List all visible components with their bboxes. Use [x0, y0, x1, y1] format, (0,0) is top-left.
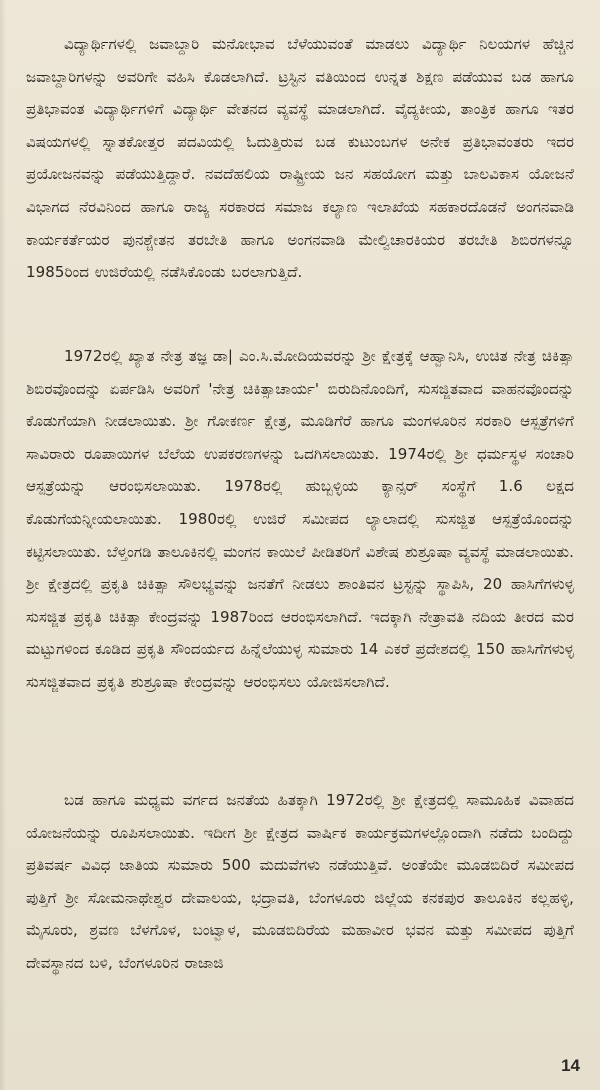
paragraph-students-scholarship: ವಿದ್ಯಾರ್ಥಿಗಳಲ್ಲಿ ಜವಾಬ್ದಾರಿ ಮನೋಭಾವ ಬೆಳೆಯುವಂತೆ ಮಾಡಲು ವಿದ್ಯಾರ್ಥಿ ನಿಲಯಗಳ ಹೆಚ್ಚಿನ ಜವಾಬ್ದಾರಿಗಳನ್ನು ಅವರಿಗೇ ವಹಿಸಿ ಕೊಡಲಾಗಿದೆ. ಟ್ರಸ್ಟಿನ ವತಿಯಿಂದ ಉನ್ನತ ಶಿಕ್ಷಣ ಪಡೆಯುವ ಬಡ ಹಾಗೂ ಪ್ರತಿಭಾವಂತ ವಿದ್ಯಾರ್ಥಿಗಳಿಗೆ ವಿದ್ಯಾರ್ಥಿ ವೇತನದ ವ್ಯವಸ್ಥೆ ಮಾಡಲಾಗಿದೆ. ವೈದ್ಯಕೀಯ, ತಾಂತ್ರಿಕ ಹಾಗೂ ಇತರ ವಿಷಯಗಳಲ್ಲಿ ಸ್ನಾತಕೋತ್ತರ ಪದವಿಯಲ್ಲಿ ಓದುತ್ತಿರುವ ಬಡ ಕುಟುಂಬಗಳ ಅನೇಕ ಪ್ರತಿಭಾವಂತರು ಇದರ ಪ್ರಯೋಜನವನ್ನು ಪಡೆಯುತ್ತಿದ್ದಾರೆ. ನವದೆಹಲಿಯ ರಾಷ್ಟ್ರೀಯ ಜನ ಸಹಯೋಗ ಮತ್ತು ಬಾಲವಿಕಾಸ ಯೋಜನೆ ವಿಭಾಗದ ನೆರವಿನಿಂದ ಹಾಗೂ ರಾಜ್ಯ ಸರಕಾರದ ಸಮಾಜ ಕಲ್ಯಾಣ ಇಲಾಖೆಯ ಸಹಕಾರದೊಡನೆ ಅಂಗನವಾಡಿ ಕಾರ್ಯಕರ್ತೆಯರ ಪುನಶ್ಚೇತನ ತರಬೇತಿ ಹಾಗೂ ಅಂಗನವಾಡಿ ಮೇಲ್ವಿಚಾರಕಿಯರ ತರಬೇತಿ ಶಿಬಿರಗಳನ್ನೂ 1985ರಿಂದ ಉಜಿರೆಯಲ್ಲಿ ನಡೆಸಿಕೊಂಡು ಬರಲಾಗುತ್ತಿದೆ.	[26, 35, 574, 282]
paragraph-mass-marriage: ಬಡ ಹಾಗೂ ಮಧ್ಯಮ ವರ್ಗದ ಜನತೆಯ ಹಿತಕ್ಕಾಗಿ 1972ರಲ್ಲಿ ಶ್ರೀ ಕ್ಷೇತ್ರದಲ್ಲಿ ಸಾಮೂಹಿಕ ವಿವಾಹದ ಯೋಜನೆಯನ್ನು ರೂಪಿಸಲಾಯಿತು. ಇದೀಗ ಶ್ರೀ ಕ್ಷೇತ್ರದ ವಾರ್ಷಿಕ ಕಾರ್ಯಕ್ರಮಗಳಲ್ಲೊಂದಾಗಿ ನಡೆದು ಬಂದಿದ್ದು ಪ್ರತಿವರ್ಷ ವಿವಿಧ ಜಾತಿಯ ಸುಮಾರು 500 ಮದುವೆಗಳು ನಡೆಯುತ್ತಿವೆ. ಅಂತೆಯೇ ಮೂಡಬಿದಿರೆ ಸಮೀಪದ ಪುತ್ತಿಗೆ ಶ್ರೀ ಸೋಮನಾಥೇಶ್ವರ ದೇವಾಲಯ, ಭದ್ರಾವತಿ, ಬೆಂಗಳೂರು ಜಿಲ್ಲೆಯ ಕನಕಪುರ ತಾಲೂಕಿನ ಕಲ್ಲಹಳ್ಳಿ, ಮೈಸೂರು, ಶ್ರವಣ ಬೆಳಗೊಳ, ಬಂಟ್ವಾಳ, ಮೂಡಬಿದಿರೆಯ ಮಹಾವೀರ ಭವನ ಮತ್ತು ಸಮೀಪದ ಪುತ್ತಿಗೆ ದೇವಸ್ಥಾನದ ಬಳಿ, ಬೆಂಗಳೂರಿನ ರಾಜಾಜಿ	[26, 791, 574, 972]
paragraph-health-services: 1972ರಲ್ಲಿ ಖ್ಯಾತ ನೇತ್ರ ತಜ್ಞ ಡಾ| ಎಂ.ಸಿ.ಮೋದಿಯವರನ್ನು ಶ್ರೀ ಕ್ಷೇತ್ರಕ್ಕೆ ಆಹ್ವಾನಿಸಿ, ಉಚಿತ ನೇತ್ರ ಚಿಕಿತ್ಸಾ ಶಿಬಿರವೊಂದನ್ನು ಏರ್ಪಡಿಸಿ ಅವರಿಗೆ 'ನೇತ್ರ ಚಿಕಿತ್ಸಾಚಾರ್ಯ' ಬಿರುದಿನೊಂದಿಗೆ, ಸುಸಜ್ಜಿತವಾದ ವಾಹನವೊಂದನ್ನು ಕೊಡುಗೆಯಾಗಿ ನೀಡಲಾಯಿತು. ಶ್ರೀ ಗೋಕರ್ಣ ಕ್ಷೇತ್ರ, ಮೂಡಿಗೆರೆ ಹಾಗೂ ಮಂಗಳೂರಿನ ಸರಕಾರಿ ಆಸ್ಪತ್ರೆಗಳಿಗೆ ಸಾವಿರಾರು ರೂಪಾಯಿಗಳ ಬೆಲೆಯ ಉಪಕರಣಗಳನ್ನು ಒದಗಿಸಲಾಯಿತು. 1974ರಲ್ಲಿ ಶ್ರೀ ಧರ್ಮಸ್ಥಳ ಸಂಚಾರಿ ಆಸ್ಪತ್ರೆಯನ್ನು ಆರಂಭಿಸಲಾಯಿತು. 1978ರಲ್ಲಿ ಹುಬ್ಬಳ್ಳಿಯ ಕ್ಯಾನ್ಸರ್ ಸಂಸ್ಥೆಗೆ 1.6 ಲಕ್ಷದ ಕೊಡುಗೆಯನ್ನೀಯಲಾಯಿತು. 1980ರಲ್ಲಿ ಉಜಿರೆ ಸಮೀಪದ ಲ್ಯಾಲಾದಲ್ಲಿ ಸುಸಜ್ಜಿತ ಆಸ್ಪತ್ರೆಯೊಂದನ್ನು ಕಟ್ಟಿಸಲಾಯಿತು. ಬೆಳ್ತಂಗಡಿ ತಾಲೂಕಿನಲ್ಲಿ ಮಂಗನ ಕಾಯಿಲೆ ಪೀಡಿತರಿಗೆ ವಿಶೇಷ ಶುಶ್ರೂಷಾ ವ್ಯವಸ್ಥೆ ಮಾಡಲಾಯಿತು. ಶ್ರೀ ಕ್ಷೇತ್ರದಲ್ಲಿ ಪ್ರಕೃತಿ ಚಿಕಿತ್ಸಾ ಸೌಲಭ್ಯವನ್ನು ಜನತೆಗೆ ನೀಡಲು ಶಾಂತಿವನ ಟ್ರಸ್ಟನ್ನು ಸ್ಥಾಪಿಸಿ, 20 ಹಾಸಿಗೆಗಳುಳ್ಳ ಸುಸಜ್ಜಿತ ಪ್ರಕೃತಿ ಚಿಕಿತ್ಸಾ ಕೇಂದ್ರವನ್ನು 1987ರಿಂದ ಆರಂಭಿಸಲಾಗಿದೆ. ಇದಕ್ಕಾಗಿ ನೇತ್ರಾವತಿ ನದಿಯ ತೀರದ ಮರ ಮಟ್ಟುಗಳಿಂದ ಕೂಡಿದ ಪ್ರಕೃತಿ ಸೌಂದರ್ಯದ ಹಿನ್ನೆಲೆಯುಳ್ಳ ಸುಮಾರು 14 ಎಕರೆ ಪ್ರದೇಶದಲ್ಲಿ 150 ಹಾಸಿಗೆಗಳುಳ್ಳ ಸುಸಜ್ಜಿತವಾದ ಪ್ರಕೃತಿ ಶುಶ್ರೂಷಾ ಕೇಂದ್ರವನ್ನು ಆರಂಭಿಸಲು ಯೋಜಿಸಲಾಗಿದೆ.	[26, 347, 574, 691]
page-edge-shadow	[0, 0, 6, 1090]
page-number: 14	[561, 1056, 580, 1075]
